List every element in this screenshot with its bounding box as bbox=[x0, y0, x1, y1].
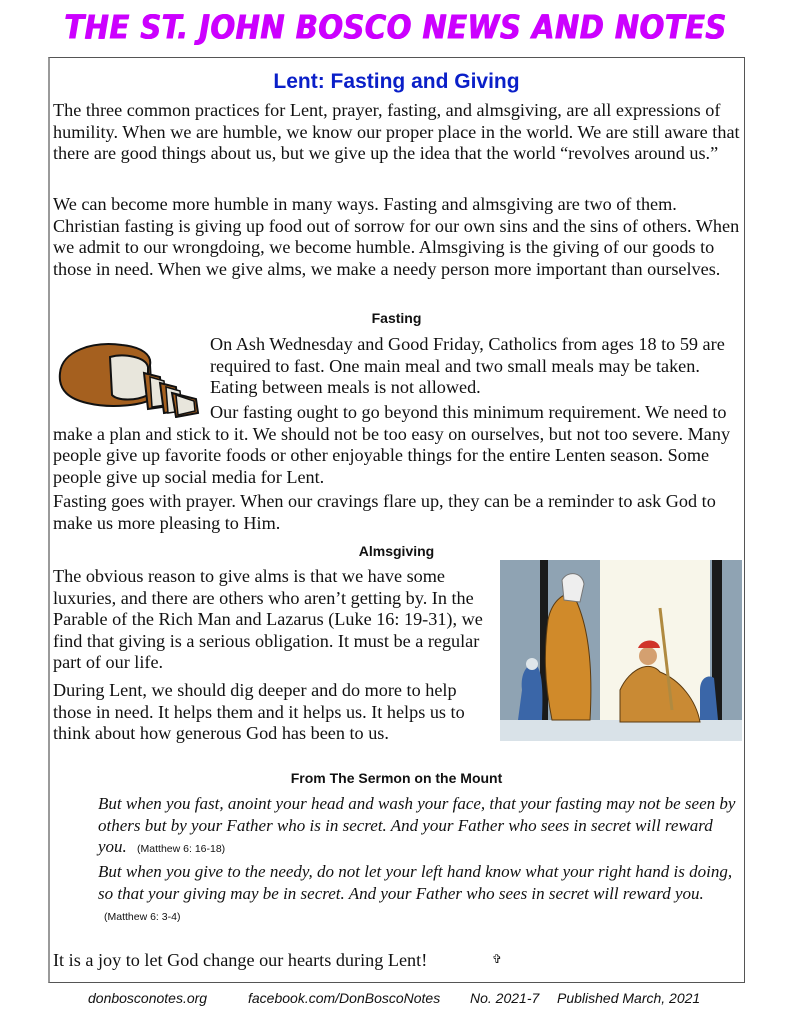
closing-line: It is a joy to let God change our hearts during Lent! bbox=[53, 950, 428, 970]
article-title: Lent: Fasting and Giving bbox=[273, 70, 520, 93]
quote-text: But when you give to the needy, do not let your left hand know what your right hand is doing, so that your giving may be in secret. And your Father who sees in secret will reward you. bbox=[98, 862, 733, 903]
fasting-paragraph-2: Our fasting ought to go beyond this minimum requirement. We need to make a plan and stick to it. We should not be too easy on ourselves, but not too severe. Many people give up favorite foods or other enjoyable things for the entire Lenten season. Some people give up social media for Lent. bbox=[53, 402, 731, 487]
cross-icon: ✞ bbox=[492, 952, 503, 966]
newsletter-masthead: THE ST. JOHN BOSCO NEWS AND NOTES bbox=[64, 7, 727, 47]
quote-citation: (Matthew 6: 16-18) bbox=[137, 843, 226, 855]
rich-man-lazarus-image bbox=[500, 560, 742, 741]
sermon-quote-1 bbox=[98, 793, 738, 861]
sermon-heading: From The Sermon on the Mount bbox=[290, 770, 503, 786]
intro-paragraph-2: We can become more humble in many ways. Fasting and almsgiving are two of them. Christian fasting is giving up food out of sorrow for our own sins and the sins of others. When we admit to our wrongdoing, we become humble. Almsgiving is the giving of our goods to those in need. When we give alms, we make a needy person more important than ourselves. bbox=[53, 194, 740, 279]
almsgiving-heading: Almsgiving bbox=[358, 543, 435, 559]
almsgiving-paragraph-1: The obvious reason to give alms is that we have some luxuries, and there are others who aren’t getting by. In the Parable of the Rich Man and Lazarus (Luke 16: 19-31), we find that giving is a serious obligation. It must be a regular part of our life. bbox=[53, 566, 483, 672]
fasting-paragraph-1: On Ash Wednesday and Good Friday, Catholics from ages 18 to 59 are required to fast. One main meal and two small meals may be taken. Eating between meals is not allowed. bbox=[210, 334, 725, 397]
fasting-paragraph-3: Fasting goes with prayer. When our cravings flare up, they can be a reminder to ask God to make us more pleasing to Him. bbox=[53, 491, 716, 533]
almsgiving-paragraph-2: During Lent, we should dig deeper and do more to help those in need. It helps them and it helps us. It helps us to think about how generous God has been to us. bbox=[53, 680, 465, 743]
fasting-heading: Fasting bbox=[371, 310, 422, 326]
sermon-quote-2 bbox=[98, 861, 738, 929]
footer-issue-number: No. 2021-7 bbox=[470, 990, 540, 1006]
footer-website-link[interactable]: donbosconotes.org bbox=[88, 990, 208, 1006]
quote-citation: (Matthew 6: 3-4) bbox=[104, 911, 181, 923]
footer-facebook-link[interactable]: facebook.com/DonBoscoNotes bbox=[248, 990, 441, 1006]
footer-published-date: Published March, 2021 bbox=[557, 990, 701, 1006]
quote-text: But when you fast, anoint your head and wash your face, that your fasting may not be seen by others but by your Father who is in secret. And your Father who sees in secret will reward you. bbox=[98, 794, 736, 856]
intro-paragraph-1: The three common practices for Lent, prayer, fasting, and almsgiving, are all expressions of humility. When we are humble, we know our proper place in the world. We are still aware that there are good things about us, but we give up the idea that the world “revolves around us.” bbox=[53, 100, 740, 163]
